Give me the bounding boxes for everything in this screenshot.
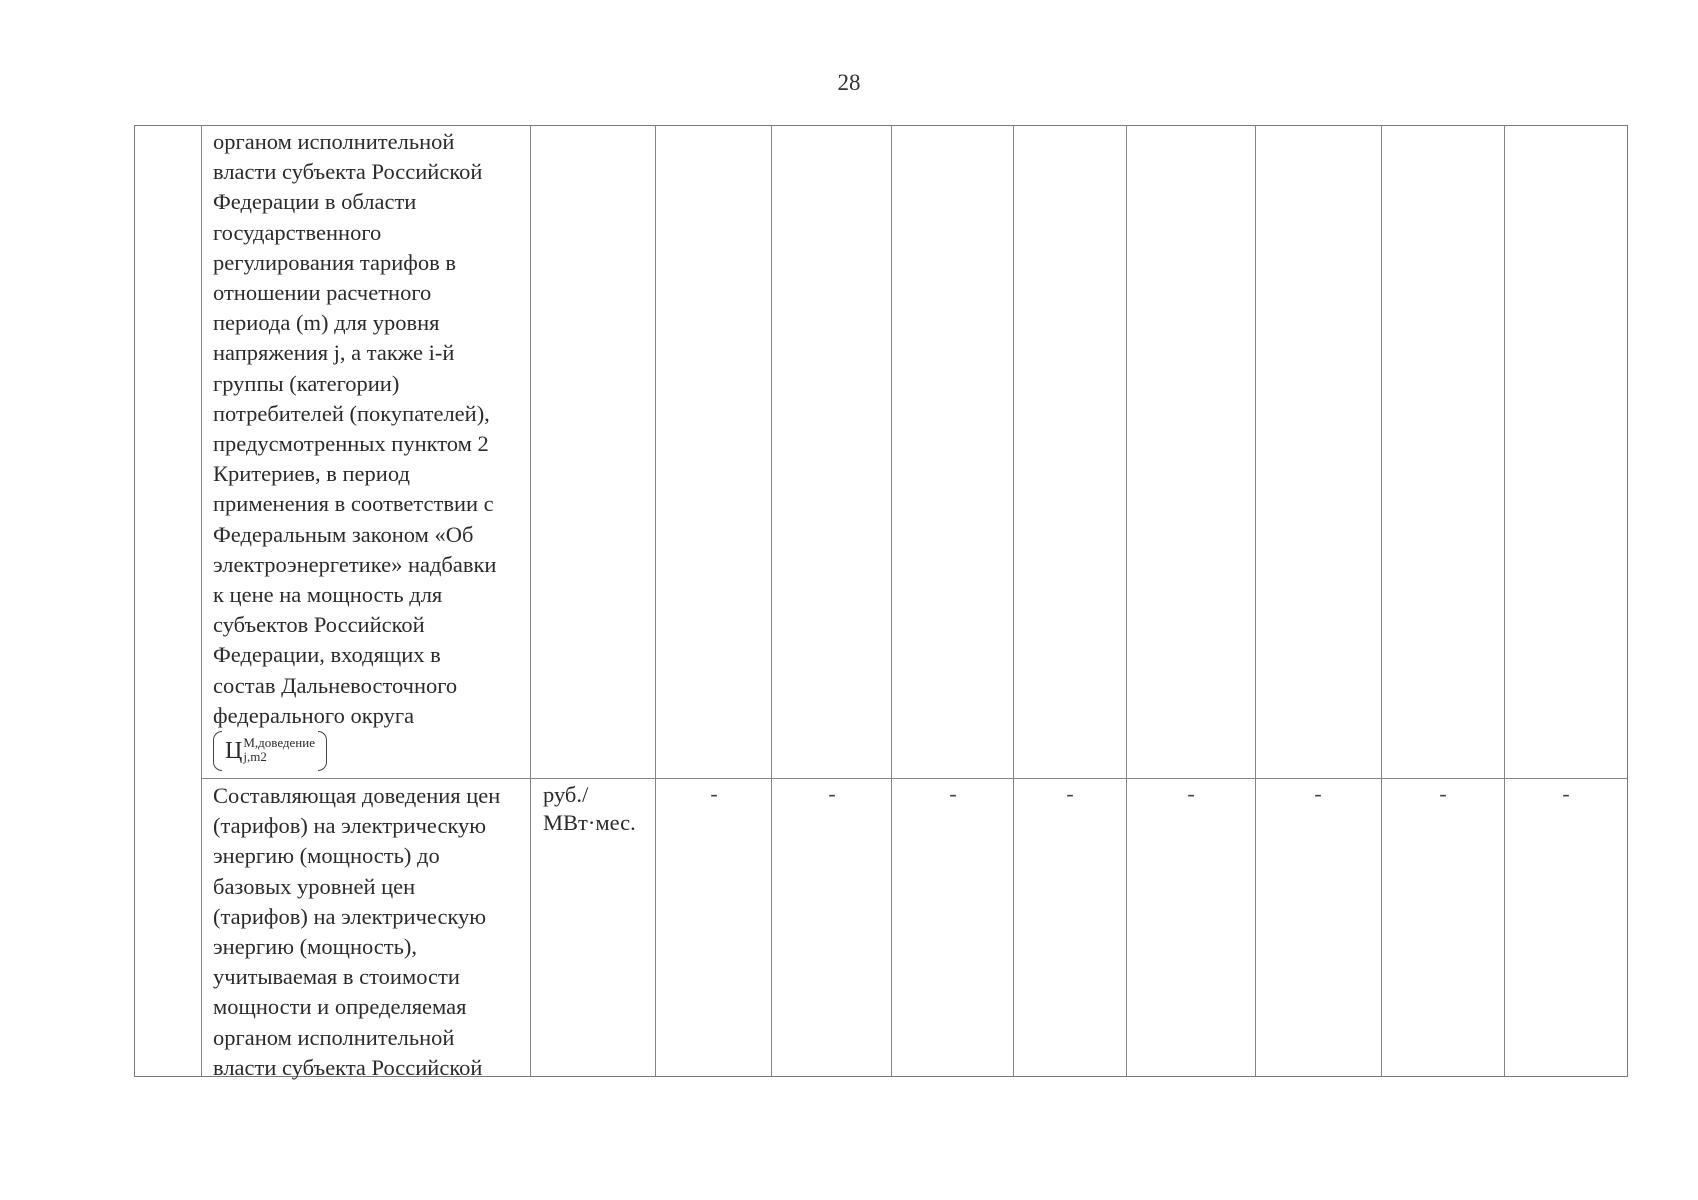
left-paren <box>213 731 222 771</box>
tariff-table <box>134 125 1628 1080</box>
formula-superscript: М,доведение <box>243 735 315 750</box>
column-divider <box>530 125 531 1077</box>
row2-unit: руб./ МВт·мес. <box>543 782 636 835</box>
row2-value-cell: - <box>1562 781 1570 806</box>
formula-subscript: j,m2 <box>243 749 267 764</box>
formula-symbol: Ц <box>225 737 243 764</box>
right-paren <box>318 731 327 771</box>
column-divider <box>771 125 772 1077</box>
column-divider <box>1504 125 1505 1077</box>
row-divider <box>201 778 1628 779</box>
row2-value-cell: - <box>1314 781 1322 806</box>
row2-value-cell: - <box>1066 781 1074 806</box>
row2-value-cell: - <box>1439 781 1447 806</box>
row1-formula <box>213 729 327 773</box>
page-number: 28 <box>837 70 861 95</box>
row1-description: органом исполнительной власти субъекта Российской Федерации в области государственного регулирования тарифов в отношении расчетного периода (m) для уровня напряжения j, а также i-й группы (категории) потребителей (покупателей), предусмотренных пунктом 2 Критериев, в период применения в соответствии с Федеральным законом «Об электроэнергетике» надбавки к цене на мощность для субъектов Российской Федерации, входящих в состав Дальневосточного федерального округа <box>213 129 497 728</box>
row2-value-cell: - <box>828 781 836 806</box>
column-divider <box>891 125 892 1077</box>
column-divider <box>655 125 656 1077</box>
column-divider <box>1126 125 1127 1077</box>
row2-value-cell: - <box>1187 781 1195 806</box>
column-divider <box>1255 125 1256 1077</box>
formula-scripts <box>243 736 315 764</box>
row2-description: Составляющая доведения цен (тарифов) на электрическую энергию (мощность) до базовых уровней цен (тарифов) на электрическую энергию (мощность), учитываемая в стоимости мощности и определяемая органом исполнительной власти субъекта Российской <box>213 783 501 1080</box>
column-divider <box>1381 125 1382 1077</box>
column-divider <box>201 125 202 1077</box>
row2-value-cell: - <box>710 781 718 806</box>
row2-value-cell: - <box>949 781 957 806</box>
column-divider <box>1013 125 1014 1077</box>
